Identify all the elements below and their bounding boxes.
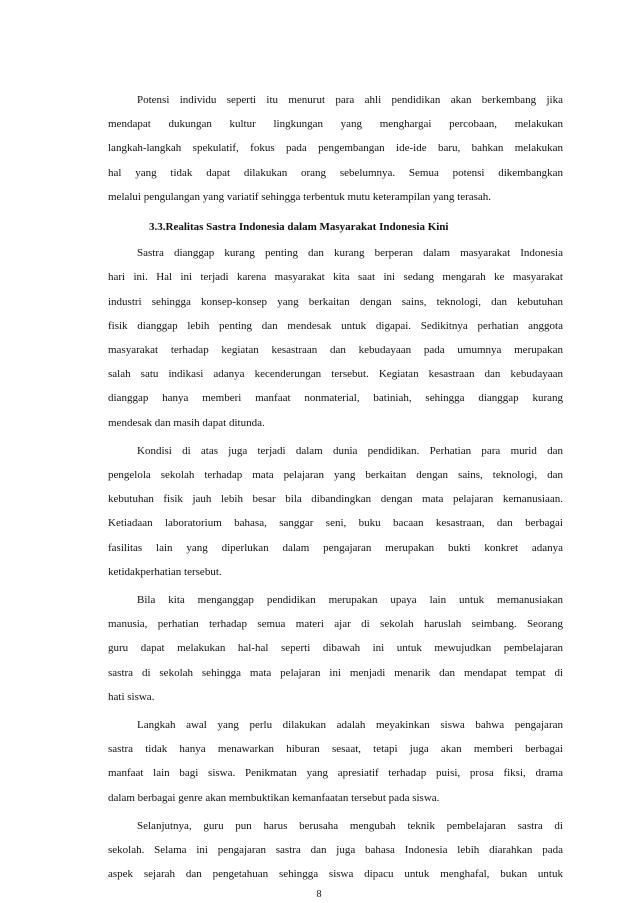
- page-number: 8: [316, 889, 322, 900]
- text-line: sastra di sekolah sehingga mata pelajaran ini menjadi menarik dan mendapat tempat di: [108, 667, 563, 679]
- text-line: Bila kita menganggap pendidikan merupakan upaya lain untuk memanusiakan: [137, 594, 563, 606]
- text-line: industri sehingga konsep-konsep yang berkaitan dengan sains, teknologi, dan kebutuhan: [108, 296, 563, 308]
- text-line: Selanjutnya, guru pun harus berusaha mengubah teknik pembelajaran sastra di: [137, 820, 563, 832]
- text-line: masyarakat terhadap kegiatan kesastraan dan kebudayaan pada umumnya merupakan: [108, 344, 563, 356]
- text-line: Potensi individu seperti itu menurut para ahli pendidikan akan berkembang jika: [137, 94, 563, 106]
- text-line: ketidakperhatian tersebut.: [108, 566, 222, 578]
- text-line: Sastra dianggap kurang penting dan kurang berperan dalam masyarakat Indonesia: [137, 247, 563, 259]
- text-line: hari ini. Hal ini terjadi karena masyarakat kita saat ini sedang mengarah ke masyarakat: [108, 271, 563, 283]
- text-line: fisik dianggap lebih penting dan mendesak untuk digapai. Sedikitnya perhatian anggota: [108, 320, 563, 332]
- section-heading: 3.3.Realitas Sastra Indonesia dalam Masyarakat Indonesia Kini: [149, 221, 449, 233]
- text-line: fasilitas lain yang diperlukan dalam pengajaran merupakan bukti konkret adanya: [108, 542, 563, 554]
- text-line: langkah-langkah spekulatif, fokus pada pengembangan ide-ide baru, bahkan melakukan: [108, 142, 563, 154]
- text-line: hati siswa.: [108, 691, 155, 703]
- text-line: aspek sejarah dan pengetahuan sehingga siswa dipacu untuk menghafal, bukan untuk: [108, 868, 563, 880]
- text-line: mendapat dukungan kultur lingkungan yang menghargai percobaan, melakukan: [108, 118, 563, 130]
- text-line: mendesak dan masih dapat ditunda.: [108, 417, 265, 429]
- text-line: melalui pengulangan yang variatif sehingga terbentuk mutu keterampilan yang terasah.: [108, 191, 492, 203]
- text-line: pengelola sekolah terhadap mata pelajaran yang berkaitan dengan sains, teknologi, dan: [108, 469, 563, 481]
- text-line: dalam berbagai genre akan membuktikan kemanfaatan tersebut pada siswa.: [108, 792, 440, 804]
- text-line: sekolah. Selama ini pengajaran sastra dan juga bahasa Indonesia lebih diarahkan pada: [108, 844, 563, 856]
- text-line: guru dapat melakukan hal-hal seperti dibawah ini untuk mewujudkan pembelajaran: [108, 642, 563, 654]
- text-line: Kondisi di atas juga terjadi dalam dunia pendidikan. Perhatian para murid dan: [137, 445, 563, 457]
- text-line: salah satu indikasi adanya kecenderungan tersebut. Kegiatan kesastraan dan kebudayaan: [108, 368, 563, 380]
- text-line: kebutuhan fisik jauh lebih besar bila dibandingkan dengan mata pelajaran kemanusiaan.: [108, 493, 563, 505]
- text-line: manfaat lain bagi siswa. Penikmatan yang apresiatif terhadap puisi, prosa fiksi, drama: [108, 767, 563, 779]
- text-line: manusia, perhatian terhadap semua materi ajar di sekolah haruslah seimbang. Seorang: [108, 618, 563, 630]
- text-line: sastra tidak hanya menawarkan hiburan sesaat, tetapi juga akan memberi berbagai: [108, 743, 563, 755]
- text-line: hal yang tidak dapat dilakukan orang sebelumnya. Semua potensi dikembangkan: [108, 167, 563, 179]
- text-line: dianggap hanya memberi manfaat nonmaterial, batiniah, sehingga dianggap kurang: [108, 392, 563, 404]
- text-line: Ketiadaan laboratorium bahasa, sanggar seni, buku bacaan kesastraan, dan berbagai: [108, 517, 563, 529]
- text-line: Langkah awal yang perlu dilakukan adalah meyakinkan siswa bahwa pengajaran: [137, 719, 563, 731]
